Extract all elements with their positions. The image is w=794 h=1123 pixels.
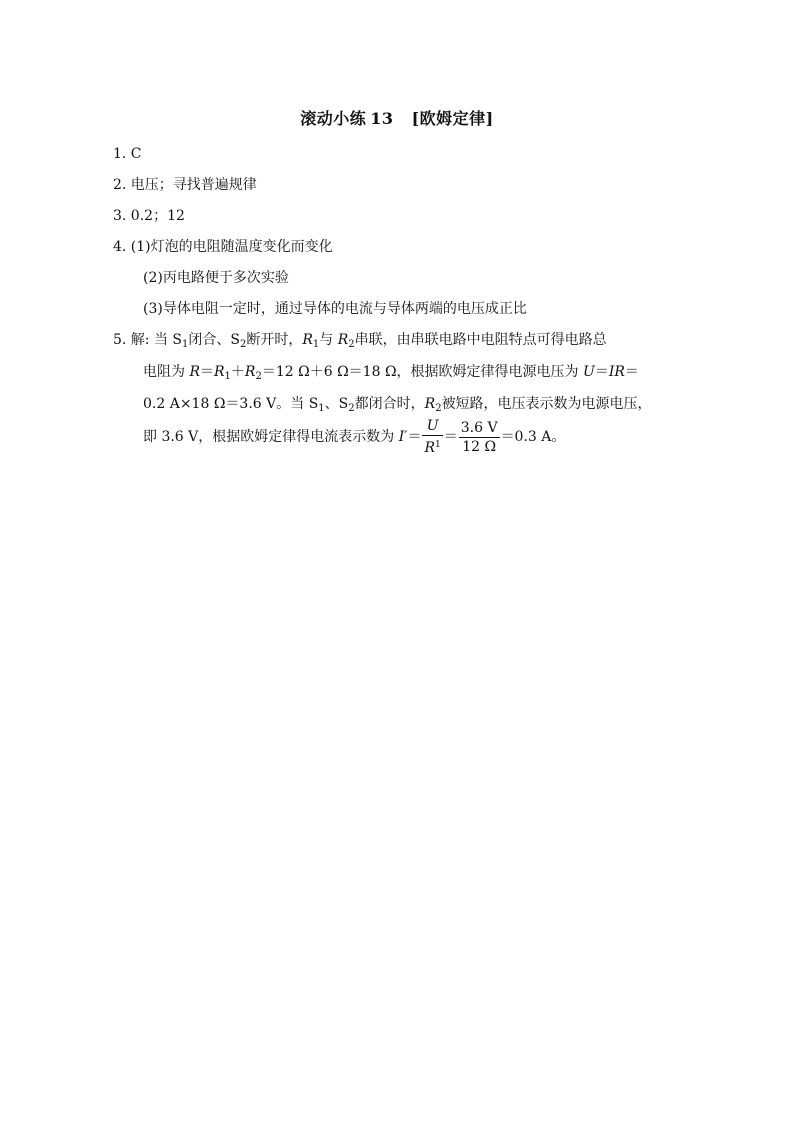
q5-symbol: R (244, 364, 256, 380)
q5-subscript: 2 (255, 371, 262, 382)
answer-5-line-3 (143, 394, 652, 419)
q5-text: ＋ (230, 364, 245, 380)
title-number: 13 (370, 109, 394, 128)
q5-symbol: R (189, 364, 200, 380)
answer-2: 2. 电压；寻找普遍规律 (113, 177, 257, 193)
answer-5-line-2 (143, 362, 639, 387)
q5-symbol: R (337, 332, 349, 348)
q5-text: ＝ (594, 364, 609, 380)
answer-4-part-1: 4. (1)灯泡的电阻随温度变化而变化 (113, 239, 333, 255)
q5-text: 5. 解: 当 S (113, 332, 183, 348)
q5-text: 闭合、S (188, 332, 240, 348)
title-topic: [欧姆定律] (411, 109, 494, 128)
q5-text: 都闭合时， (354, 396, 425, 412)
q5-text: 与 (319, 332, 338, 348)
q5-symbol: R (424, 396, 436, 412)
answer-5-line-1 (113, 330, 607, 355)
q5-text: ＝ (443, 429, 458, 445)
answer-4-part-3: (3)导体电阻一定时，通过导体的电流与导体两端的电压成正比 (143, 301, 527, 317)
q5-text: ＝ (624, 364, 639, 380)
q5-text: ＝12 Ω＋6 Ω＝18 Ω，根据欧姆定律得电源电压为 (261, 364, 584, 380)
q5-text: ＝0.3 A。 (500, 429, 566, 445)
q5-superscript: 1 (435, 440, 441, 450)
fraction-numerator: 3.6 V (460, 419, 498, 436)
fraction-denominator (422, 436, 442, 457)
fraction-values (459, 419, 500, 456)
q5-subscript: 2 (435, 403, 442, 414)
q5-text: 电阻为 (143, 364, 190, 380)
q5-text: 、S (324, 396, 349, 412)
fraction-numerator: U (422, 417, 442, 436)
q5-symbol: R (302, 332, 313, 348)
answer-3: 3. 0.2；12 (113, 208, 185, 224)
q5-text: 串联，由串联电路中电阻特点可得电路总 (354, 332, 607, 348)
q5-text: 断开时， (246, 332, 303, 348)
answer-4-part-2: (2)丙电路便于多次实验 (143, 270, 289, 286)
q5-text: 0.2 A×18 Ω＝3.6 V。当 S (143, 396, 319, 412)
answer-5-line-4 (143, 417, 565, 457)
fraction-denominator: 12 Ω (462, 438, 497, 455)
q5-subscript: 2 (348, 403, 355, 414)
q5-symbol: I′ (398, 429, 408, 445)
q5-subscript: 1 (312, 339, 320, 350)
q5-subscript: 2 (239, 339, 247, 350)
q5-symbol: R (424, 440, 435, 456)
page-title (0, 106, 794, 129)
q5-subscript: 1 (182, 339, 189, 350)
q5-text: 被短路，电压表示数为电源电压， (441, 396, 652, 412)
q5-symbol: IR (608, 364, 625, 380)
q5-text: ＝ (407, 429, 422, 445)
q5-text: 即 3.6 V，根据欧姆定律得电流表示数为 (143, 429, 399, 445)
answer-1: 1. C (113, 146, 142, 162)
q5-text: ＝ (200, 364, 214, 380)
title-prefix: 滚动小练 (300, 109, 367, 128)
fraction-u-over-r1 (422, 417, 442, 457)
q5-subscript: 1 (318, 403, 325, 414)
q5-symbol: U (583, 364, 595, 380)
q5-subscript: 2 (348, 339, 355, 350)
q5-subscript: 1 (224, 371, 231, 382)
q5-symbol: R (214, 364, 225, 380)
